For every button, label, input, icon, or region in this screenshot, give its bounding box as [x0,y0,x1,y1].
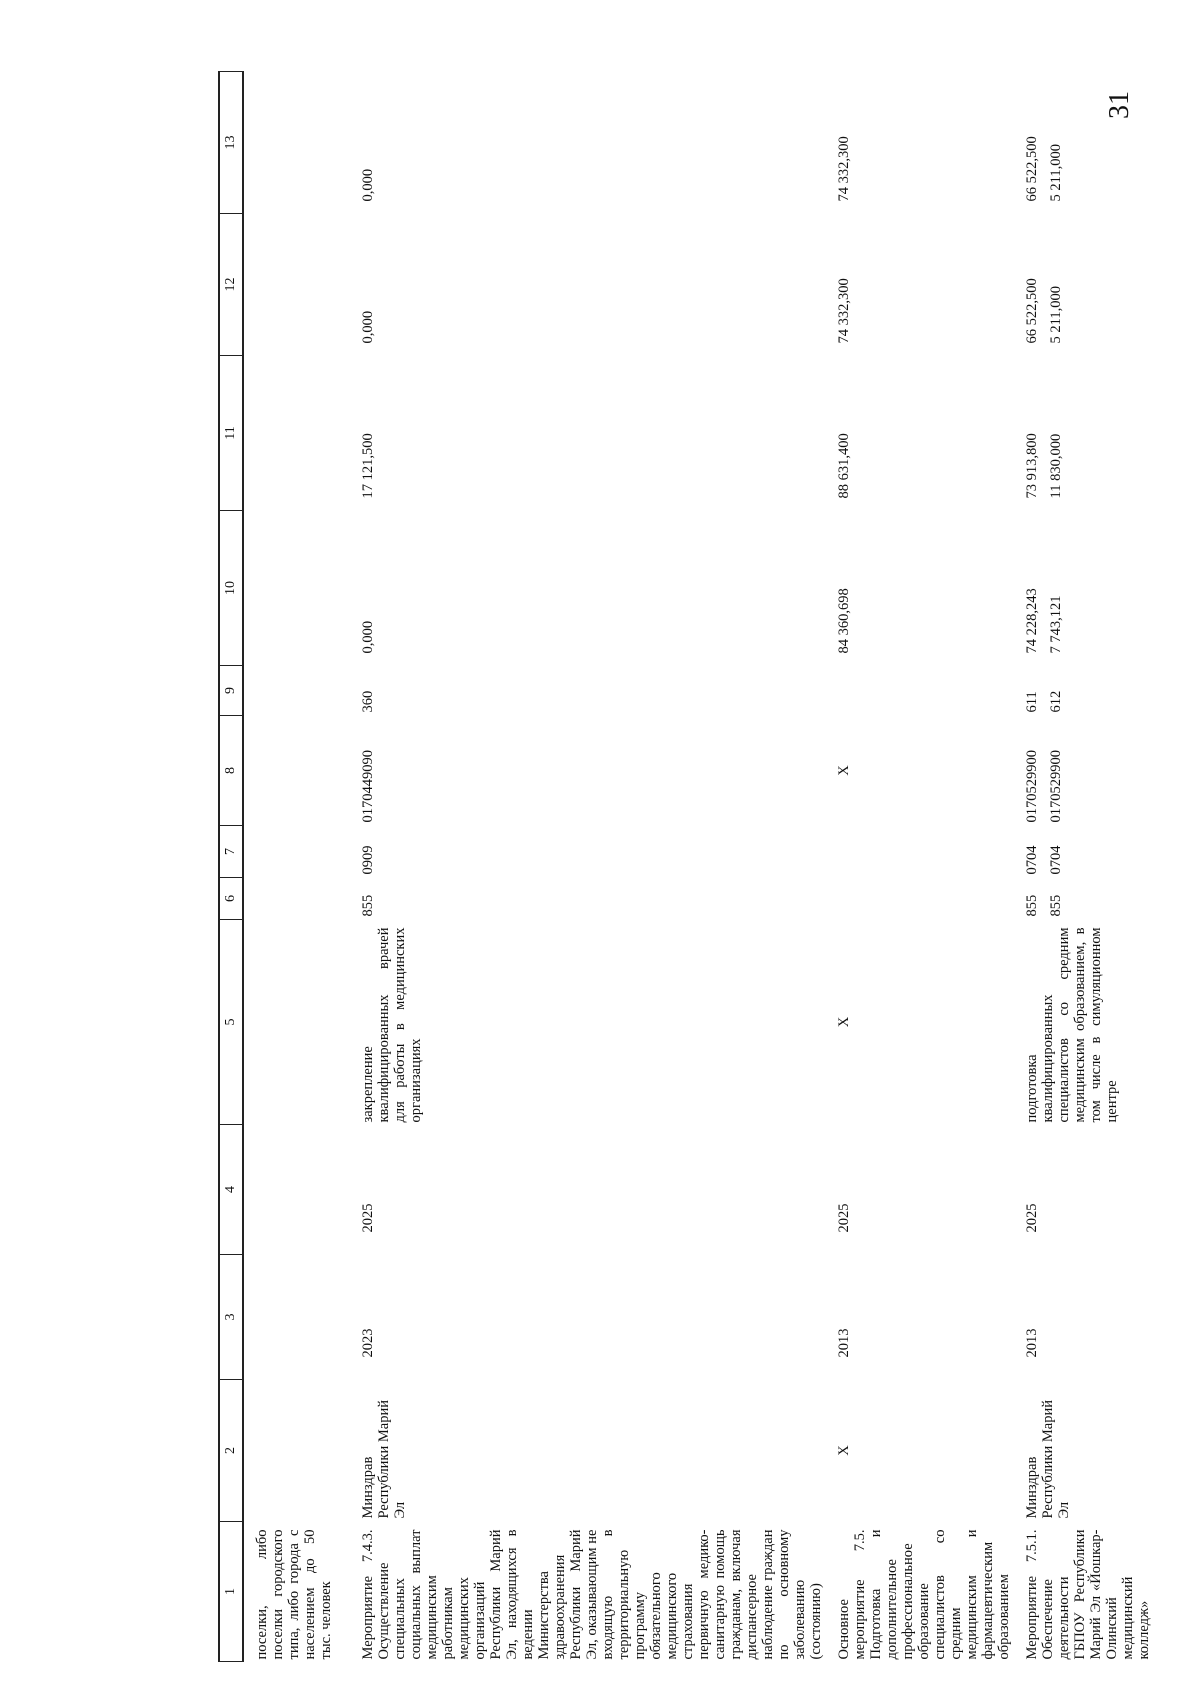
cell-amount-13: 0,000 [360,168,376,202]
cell-executor: Минздрав Республики Марий Эл [360,1400,408,1519]
cell-amount-11: 17 121,500 [360,433,376,499]
cell-amount-13 [1012,72,1152,214]
cell-target-article: 0170449090 [360,750,376,823]
cell-end-year: 2025 [360,1203,376,1233]
cell-name: Мероприятие 7.4.3. Осуществление специальных социальных выплат медицинским работникам медицинских организаций Республики Марий Эл, находящихся в ведении Министерства здравоохранения Республики Марий Эл, оказывающим не входящую в территориальную программу обязательного медицинского страхования первичную медико-санитарную помощь гражданам, включая диспансерное наблюдение граждан по основному заболеванию (состоянию) [360,1529,824,1660]
table-row [243,72,346,1662]
cell-name: Мероприятие 7.5.1. Обеспечение деятельности ГБПОУ Республики Марий Эл «Йошкар-Олинский медицинский колледж» [1024,1529,1152,1660]
cell-amount-13-b: 5 211,000 [1048,144,1064,202]
cell-start-year: 2023 [360,1328,376,1358]
col-header-8: 8 [219,716,243,826]
cell-target-article [1012,716,1152,826]
cell-end-year: 2025 [1024,1203,1040,1233]
cell-name: Основное мероприятие 7.5. Подготовка и дополнительное профессиональное образование специалистов со средним медицинским и фармацевтическим образованием [836,1529,1012,1660]
table-row [346,72,824,1662]
cell-expense-type: 360 [360,690,376,713]
cell-amount-11 [1012,356,1152,511]
cell-amount-11 [243,356,346,511]
cell-result [243,920,346,1125]
cell-amount-11: 88 631,400 [836,433,852,499]
cell-expense-type [1012,666,1152,716]
col-header-11: 11 [219,356,243,511]
cell-section [243,826,346,878]
cell-grbs [243,878,346,920]
cell-grbs [1012,878,1152,920]
cell-amount-11-b: 11 830,000 [1048,433,1064,499]
cell-target-article [243,716,346,826]
cell-grbs [824,878,1012,920]
col-header-3: 3 [219,1255,243,1380]
cell-amount-12 [243,214,346,356]
cell-amount-12 [1012,214,1152,356]
cell-expense-type [824,666,1012,716]
col-header-10: 10 [219,511,243,666]
cell-start-year [243,1255,346,1380]
col-header-4: 4 [219,1125,243,1255]
page-number: 31 [1104,91,1135,119]
cell-end-year [243,1125,346,1255]
cell-amount-13 [243,72,346,214]
cell-executor: Минздрав Республики Марий Эл [1024,1400,1072,1519]
cell-amount-10: 84 360,698 [836,588,852,654]
cell-amount-12: 74 332,300 [836,278,852,344]
cell-grbs-b: 855 [1048,894,1064,917]
col-header-13: 13 [219,72,243,214]
cell-result: подготовка квалифицированных специалистов со средним медицинским образованием, в том числе в симуляционном центре [1024,927,1120,1123]
cell-executor: Х [836,1445,852,1456]
cell-amount-11-a: 73 913,800 [1024,433,1040,499]
cell-expense-type-a: 611 [1024,691,1040,713]
cell-section [824,826,1012,878]
cell-amount-10-a: 74 228,243 [1024,588,1040,654]
cell-amount-10 [1012,511,1152,666]
cell-section-a: 0704 [1024,845,1040,875]
col-header-12: 12 [219,214,243,356]
cell-amount-12-b: 5 211,000 [1048,286,1064,344]
col-header-6: 6 [219,878,243,920]
cell-name: поселки, либо поселки городского типа, либо города с населением до 50 тыс. человек [254,1529,334,1660]
rotated-page [218,72,1152,1662]
cell-amount-12-a: 66 522,500 [1024,278,1040,344]
cell-start-year: 2013 [1024,1328,1040,1358]
cell-end-year: 2025 [836,1203,852,1233]
cell-target-article-b: 0170529900 [1048,750,1064,823]
cell-result: закрепление квалифицированных врачей для работы в медицинских организациях [360,927,424,1123]
cell-amount-10-b: 7 743,121 [1048,595,1064,654]
table-row [1012,72,1152,1662]
cell-target-article: Х [836,765,852,776]
cell-amount-10 [243,511,346,666]
cell-expense-type [243,666,346,716]
cell-amount-12: 0,000 [360,310,376,344]
cell-expense-type-b: 612 [1048,690,1064,713]
cell-amount-13-a: 66 522,500 [1024,136,1040,202]
cell-amount-13: 74 332,300 [836,136,852,202]
cell-grbs-a: 855 [1024,894,1040,917]
cell-section: 0909 [360,845,376,875]
col-header-1: 1 [219,1522,243,1662]
cell-executor [243,1380,346,1522]
table-row [824,72,1012,1662]
col-header-2: 2 [219,1380,243,1522]
cell-result: Х [836,1016,852,1028]
cell-grbs: 855 [360,894,376,917]
cell-amount-10: 0,000 [360,620,376,654]
col-header-5: 5 [219,920,243,1125]
cell-section-b: 0704 [1048,845,1064,875]
cell-target-article-a: 0170529900 [1024,750,1040,823]
budget-table [218,71,1152,1662]
column-number-row [219,72,243,1662]
col-header-9: 9 [219,666,243,716]
col-header-7: 7 [219,826,243,878]
cell-section [1012,826,1152,878]
cell-start-year: 2013 [836,1328,852,1358]
